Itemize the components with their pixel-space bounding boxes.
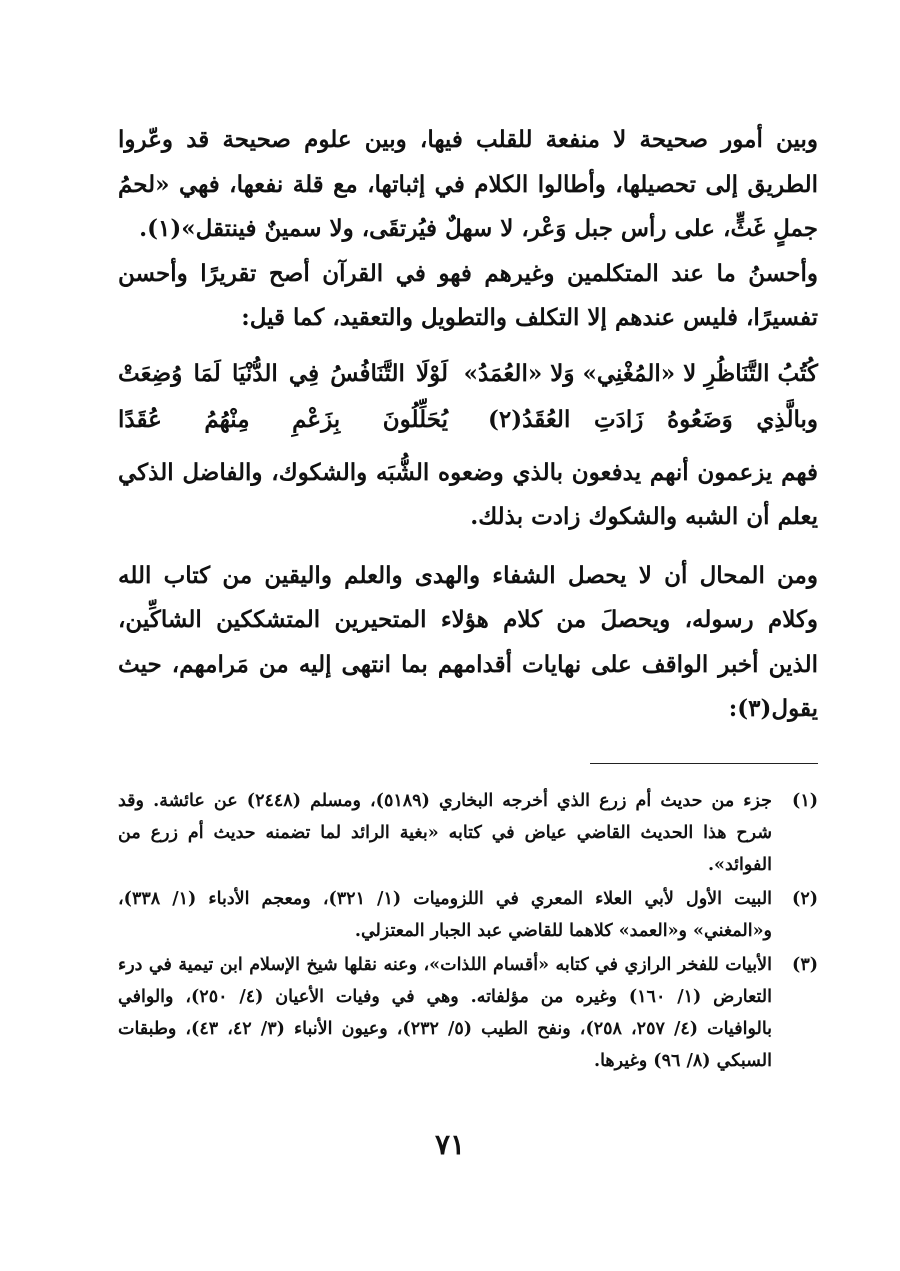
footnote-number: (٣) xyxy=(792,955,818,975)
footnotes xyxy=(118,785,818,1079)
footnote-3 xyxy=(118,949,818,1077)
footnote-number: (١) xyxy=(792,791,818,811)
main-text-block xyxy=(118,118,818,732)
footnote-text: جزء من حديث أم زرع الذي أخرجه البخاري (٥١٨٩)، ومسلم (٢٤٤٨) عن عائشة. وقد شرح هذا الحديث القاضي عياض في كتابه «بغية الرائد لما تضمنه حديث أم زرع من الفوائد». xyxy=(118,791,772,875)
footnote-number: (٢) xyxy=(792,889,818,909)
paragraph-3: فهم يزعمون أنهم يدفعون بالذي وضعوه الشُّبَه والشكوك، والفاضل الذكي يعلم أن الشبه والشكوك زادت بذلك. xyxy=(118,458,818,530)
paragraph-4: ومن المحال أن لا يحصل الشفاء والهدى والعلم واليقين من كتاب الله وكلام رسوله، ويحصلَ من كلام هؤلاء المتحيرين المتشككين الشاكِّين، الذين أخبر الواقف على نهايات أقدامهم بما انتهى إليه من مَرامهم، حيث يقول(٣): xyxy=(118,561,818,722)
poem-line-1 xyxy=(118,351,818,397)
footnote-2 xyxy=(118,883,818,947)
footnote-text: الأبيات للفخر الرازي في كتابه «أقسام اللذات»، وعنه نقلها شيخ الإسلام ابن تيمية في درء التعارض (١/ ١٦٠) وغيره من مؤلفاته. وهي في وفيات الأعيان (٤/ ٢٥٠)، والوافي بالوافيات (٤/ ٢٥٧، ٢٥٨)، ونفح الطيب (٥/ ٢٣٢)، وعيون الأنباء (٣/ ٤٢، ٤٣)، وطبقات السبكي (٨/ ٩٦) وغيرها. xyxy=(118,955,773,1071)
paragraph-2: وأحسنُ ما عند المتكلمين وغيرهم فهو في القرآن أصح تقريرًا وأحسن تفسيرًا، فليس عندهم إلا التكلف والتطويل والتعقيد، كما قيل: xyxy=(118,259,818,331)
poem xyxy=(118,351,818,443)
poem-line-1-second-hemistich: لَوْلَا التَّنَافُسُ فِي الدُّنْيَا لَمَا وُضِعَتْ xyxy=(118,359,448,387)
page-number: ٧١ xyxy=(434,1128,466,1161)
footnote-text: البيت الأول لأبي العلاء المعري في اللزوميات (١/ ٣٢١)، ومعجم الأدباء (١/ ٣٣٨)، و«المغني» و«العمد» كلاهما للقاضي عبد الجبار المعتزلي. xyxy=(118,889,773,941)
poem-line-2 xyxy=(118,397,818,443)
footnote-1 xyxy=(118,785,818,881)
paragraph-1: وبين أمور صحيحة لا منفعة للقلب فيها، وبين علوم صحيحة قد وعّروا الطريق إلى تحصيلها، وأطالوا الكلام في إثباتها، مع قلة نفعها، فهي «لحمُ جملٍ غَثٍّ، على رأس جبل وَعْر، لا سهلٌ فيُرتقَى، ولا سمينٌ فينتقل»(١). xyxy=(118,126,818,242)
footnote-separator xyxy=(590,763,818,764)
poem-line-2-second-hemistich: يُحَلِّلُونَ بِزَعْمِ مِنْهُمُ عُقَدًا xyxy=(118,405,448,433)
poem-line-1-first-hemistich: كُتُبُ التَّنَاظُرِ لا «المُغْنِي» وَلا «العُمَدُ» xyxy=(463,359,818,387)
poem-line-2-first-hemistich: وبالَّذِي وَضَعُوهُ زَادَتِ العُقَدُ(٢) xyxy=(488,405,818,433)
